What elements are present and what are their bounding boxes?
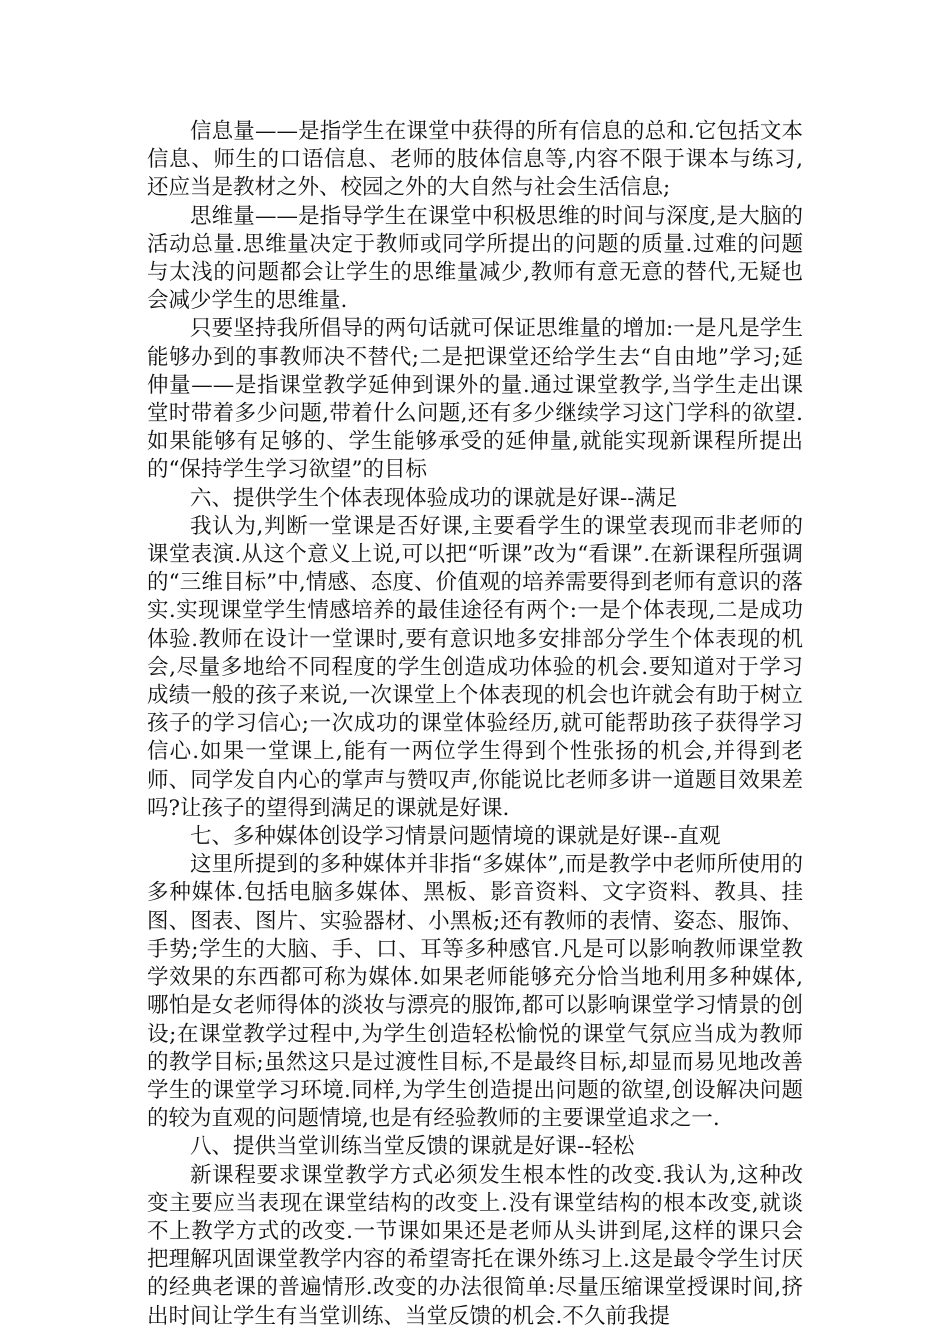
paragraph-section-seven: 这里所提到的多种媒体并非指“多媒体”,而是教学中老师所使用的多种媒体.包括电脑多媒体、黑板、影音资料、文字资料、教具、挂图、图表、图片、实验器材、小黑板;还有教师的表情、姿态、服饰、手势;学生的大脑、手、口、耳等多种感官.凡是可以影响教师课堂教学效果的东西都可称为媒体.如果老师能够充分恰当地利用多种媒体,哪怕是女老师得体的淡妆与漂亮的服饰,都可以影响课堂学习情景的创设;在课堂教学过程中,为学生创造轻松愉悦的课堂气氛应当成为教师的教学目标;虽然这只是过渡性目标,不是最终目标,却显而易见地改善学生的课堂学习环境.同样,为学生创造提出问题的欲望,创设解决问题的较为直观的问题情境,也是有经验教师的主要课堂追求之一. — [147, 852, 803, 1132]
section-heading-six: 六、提供学生个体表现体验成功的课就是好课--满足 — [190, 485, 678, 511]
section-heading-eight: 八、提供当堂训练当堂反馈的课就是好课--轻松 — [190, 1134, 635, 1160]
paragraph-thinking-quantity: 思维量——是指导学生在课堂中积极思维的时间与深度,是大脑的活动总量.思维量决定于教师或同学所提出的问题的质量.过难的问题与太浅的问题都会让学生的思维量减少,教师有意无意的替代,无疑也会减少学生的思维量. — [147, 203, 803, 314]
paragraph-extension-quantity: 只要坚持我所倡导的两句话就可保证思维量的增加:一是凡是学生能够办到的事教师决不替代;二是把课堂还给学生去“自由地”学习;延伸量——是指课堂教学延伸到课外的量.通过课堂教学,当学生走出课堂时带着多少问题,带着什么问题,还有多少继续学习这门学科的欲望.如果能够有足够的、学生能够承受的延伸量,就能实现新课程所提出的“保持学生学习欲望”的目标 — [147, 316, 803, 483]
paragraph-section-eight: 新课程要求课堂教学方式必须发生根本性的改变.我认为,这种改变主要应当表现在课堂结构的改变上.没有课堂结构的根本改变,就谈不上教学方式的改变.一节课如果还是老师从头讲到尾,这样的课只会把理解巩固课堂教学内容的希望寄托在课外练习上.这是最令学生讨厌的经典老课的普遍情形.改变的办法很简单:尽量压缩课堂授课时间,挤出时间让学生有当堂训练、当堂反馈的机会.不久前我提 — [147, 1162, 803, 1329]
section-heading-seven: 七、多种媒体创设学习情景问题情境的课就是好课--直观 — [190, 824, 721, 850]
paragraph-information-quantity: 信息量——是指学生在课堂中获得的所有信息的总和.它包括文本信息、师生的口语信息、老师的肢体信息等,内容不限于课本与练习,还应当是教材之外、校园之外的大自然与社会生活信息; — [147, 119, 803, 201]
paragraph-section-six: 我认为,判断一堂课是否好课,主要看学生的课堂表现而非老师的课堂表演.从这个意义上说,可以把“听课”改为“看课”.在新课程所强调的“三维目标”中,情感、态度、价值观的培养需要得到老师有意识的落实.实现课堂学生情感培养的最佳途径有两个:一是个体表现,二是成功体验.教师在设计一堂课时,要有意识地多安排部分学生个体表现的机会,尽量多地给不同程度的学生创造成功体验的机会.要知道对于学习成绩一般的孩子来说,一次课堂上个体表现的机会也许就会有助于树立孩子的学习信心;一次成功的课堂体验经历,就可能帮助孩子获得学习信心.如果一堂课上,能有一两位学生得到个性张扬的机会,并得到老师、同学发自内心的掌声与赞叹声,你能说比老师多讲一道题目效果差吗?让孩子的望得到满足的课就是好课. — [147, 513, 803, 821]
document-page — [147, 118, 803, 1331]
